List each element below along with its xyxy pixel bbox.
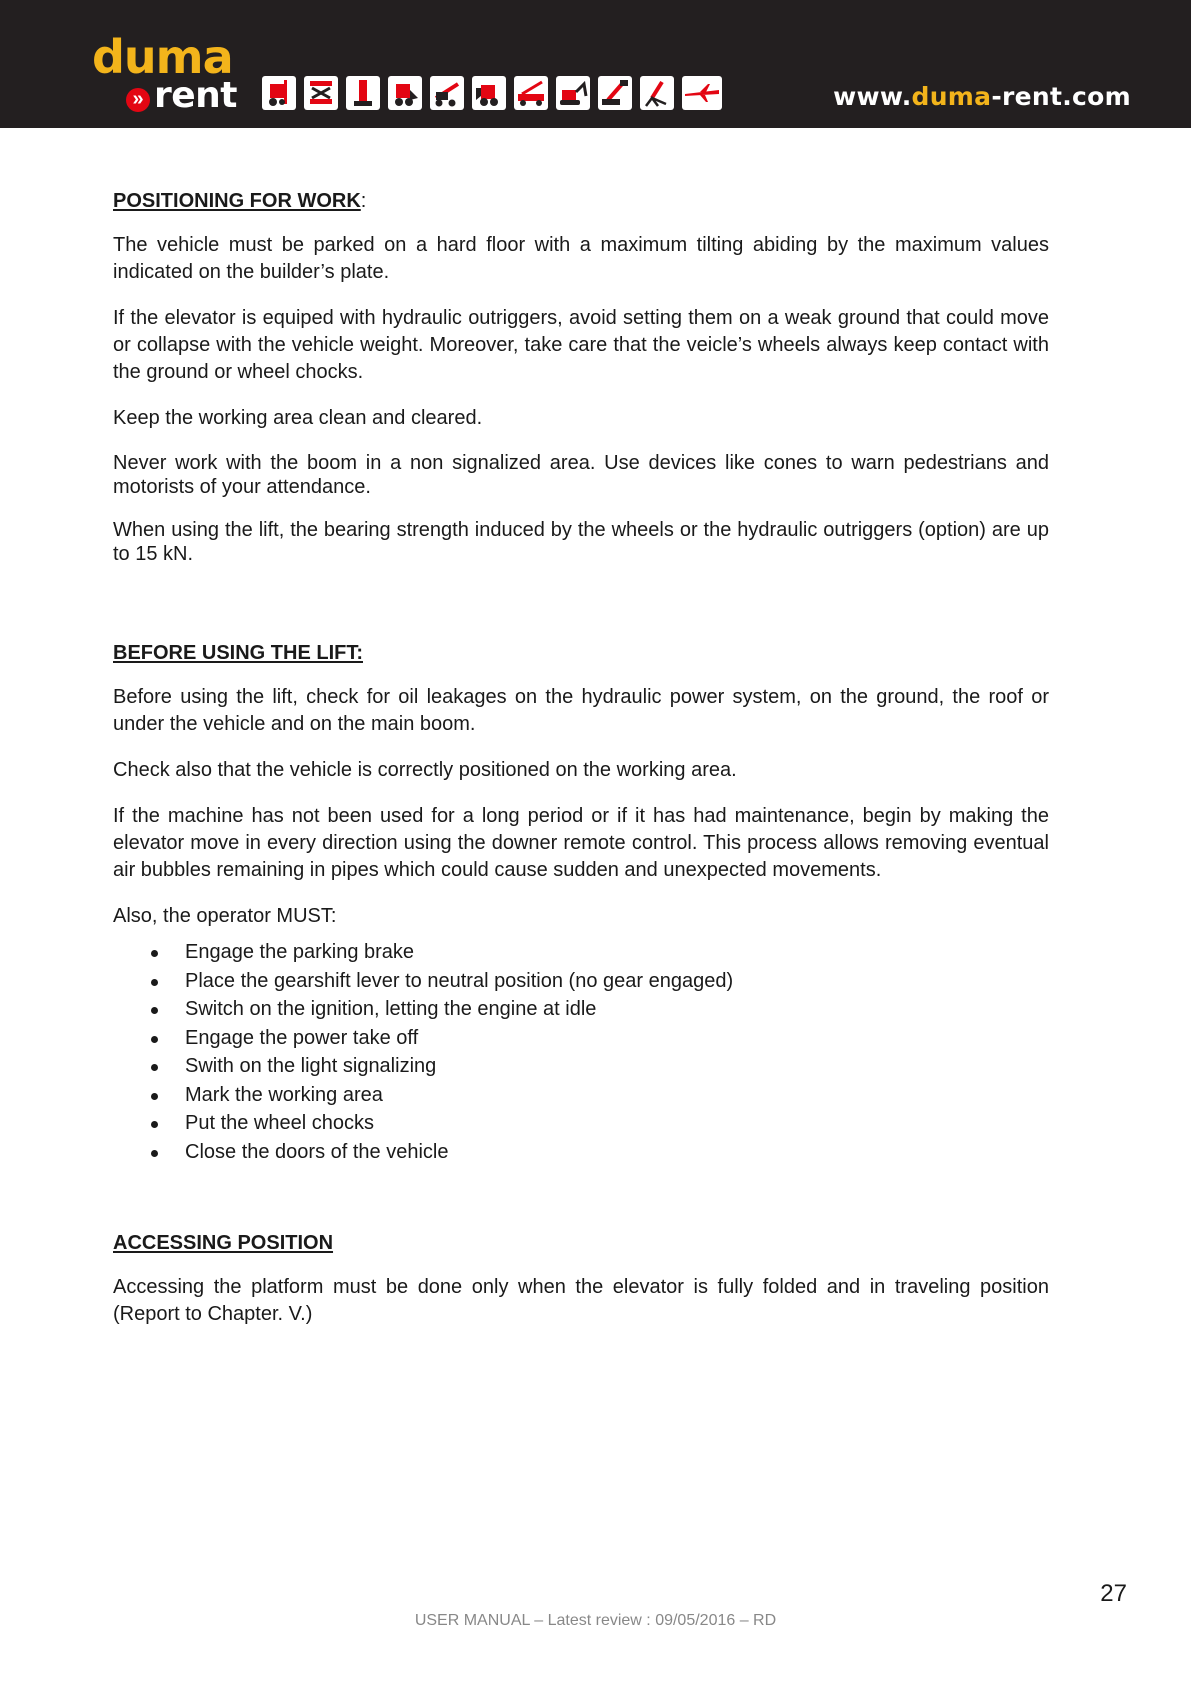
page-content: [113, 188, 1049, 1347]
list-item: Swith on the light signalizing: [113, 1052, 1049, 1081]
plane-icon: [682, 76, 722, 110]
list-item: Mark the working area: [113, 1081, 1049, 1110]
section-title-positioning: POSITIONING FOR WORK:: [113, 190, 367, 212]
paragraph: Also, the operator MUST:: [113, 905, 337, 927]
bullet-icon: [151, 1150, 158, 1157]
mast-lift-icon: [346, 76, 380, 110]
list-item: Close the doors of the vehicle: [113, 1138, 1049, 1167]
bullet-icon: [151, 1036, 158, 1043]
list-item: Engage the power take off: [113, 1024, 1049, 1053]
list-item: Place the gearshift lever to neutral position (no gear engaged): [113, 967, 1049, 996]
paragraph: If the elevator is equiped with hydraulic outriggers, avoid setting them on a weak ground that could move or collapse with the vehicle weight. Moreover, take care that the veicle’s wheels always keep contact with the ground or wheel chocks.: [113, 307, 1049, 383]
paragraph: The vehicle must be parked on a hard floor with a maximum tilting abiding by the maximum values indicated on the builder’s plate.: [113, 234, 1049, 283]
bullet-icon: [151, 979, 158, 986]
bullet-icon: [151, 1064, 158, 1071]
truck-crane-icon: [514, 76, 548, 110]
logo-rent-text: rent: [154, 75, 238, 116]
paragraph: Check also that the vehicle is correctly positioned on the working area.: [113, 759, 737, 781]
bullet-icon: [151, 1121, 158, 1128]
page-header: [0, 0, 1191, 128]
spider-lift-icon: [640, 76, 674, 110]
website-url[interactable]: www.duma-rent.com: [833, 82, 1131, 111]
bullet-icon: [151, 950, 158, 957]
bullet-icon: [151, 1007, 158, 1014]
logo-duma-text: duma: [92, 30, 233, 84]
paragraph: If the machine has not been used for a long period or if it has had maintenance, begin by making the elevator move in every direction using the downer remote control. This process allows removing eventual air bubbles remaining in pipes which could cause sudden and unexpected movements.: [113, 805, 1049, 881]
logo-arrows-icon: »: [126, 88, 150, 112]
page-number: 27: [1100, 1580, 1127, 1607]
forklift-icon: [262, 76, 296, 110]
list-item: Put the wheel chocks: [113, 1109, 1049, 1138]
paragraph: Keep the working area clean and cleared.: [113, 407, 483, 429]
boom-lift-icon: [598, 76, 632, 110]
paragraph: When using the lift, the bearing strength induced by the wheels or the hydraulic outriggers (option) are up to 15 kN.: [113, 519, 1049, 565]
skid-steer-icon: [472, 76, 506, 110]
paragraph: Never work with the boom in a non signalized area. Use devices like cones to warn pedestrians and motorists of your attendance.: [113, 452, 1049, 498]
compact-loader-icon: [388, 76, 422, 110]
list-item: Engage the parking brake: [113, 938, 1049, 967]
paragraph: Accessing the platform must be done only when the elevator is fully folded and in traveling position (Report to Chapter. V.): [113, 1276, 1049, 1325]
excavator-icon: [556, 76, 590, 110]
bullet-icon: [151, 1093, 158, 1100]
scissor-lift-icon: [304, 76, 338, 110]
page-footer: USER MANUAL – Latest review : 09/05/2016 – RD: [414, 1612, 777, 1629]
operator-checklist: [113, 938, 1049, 1166]
section-title-before-using: BEFORE USING THE LIFT:: [113, 642, 363, 664]
paragraph: Before using the lift, check for oil leakages on the hydraulic power system, on the ground, the roof or under the vehicle and on the main boom.: [113, 686, 1049, 735]
telehandler-icon: [430, 76, 464, 110]
list-item: Switch on the ignition, letting the engine at idle: [113, 995, 1049, 1024]
section-title-accessing: ACCESSING POSITION: [113, 1232, 334, 1254]
